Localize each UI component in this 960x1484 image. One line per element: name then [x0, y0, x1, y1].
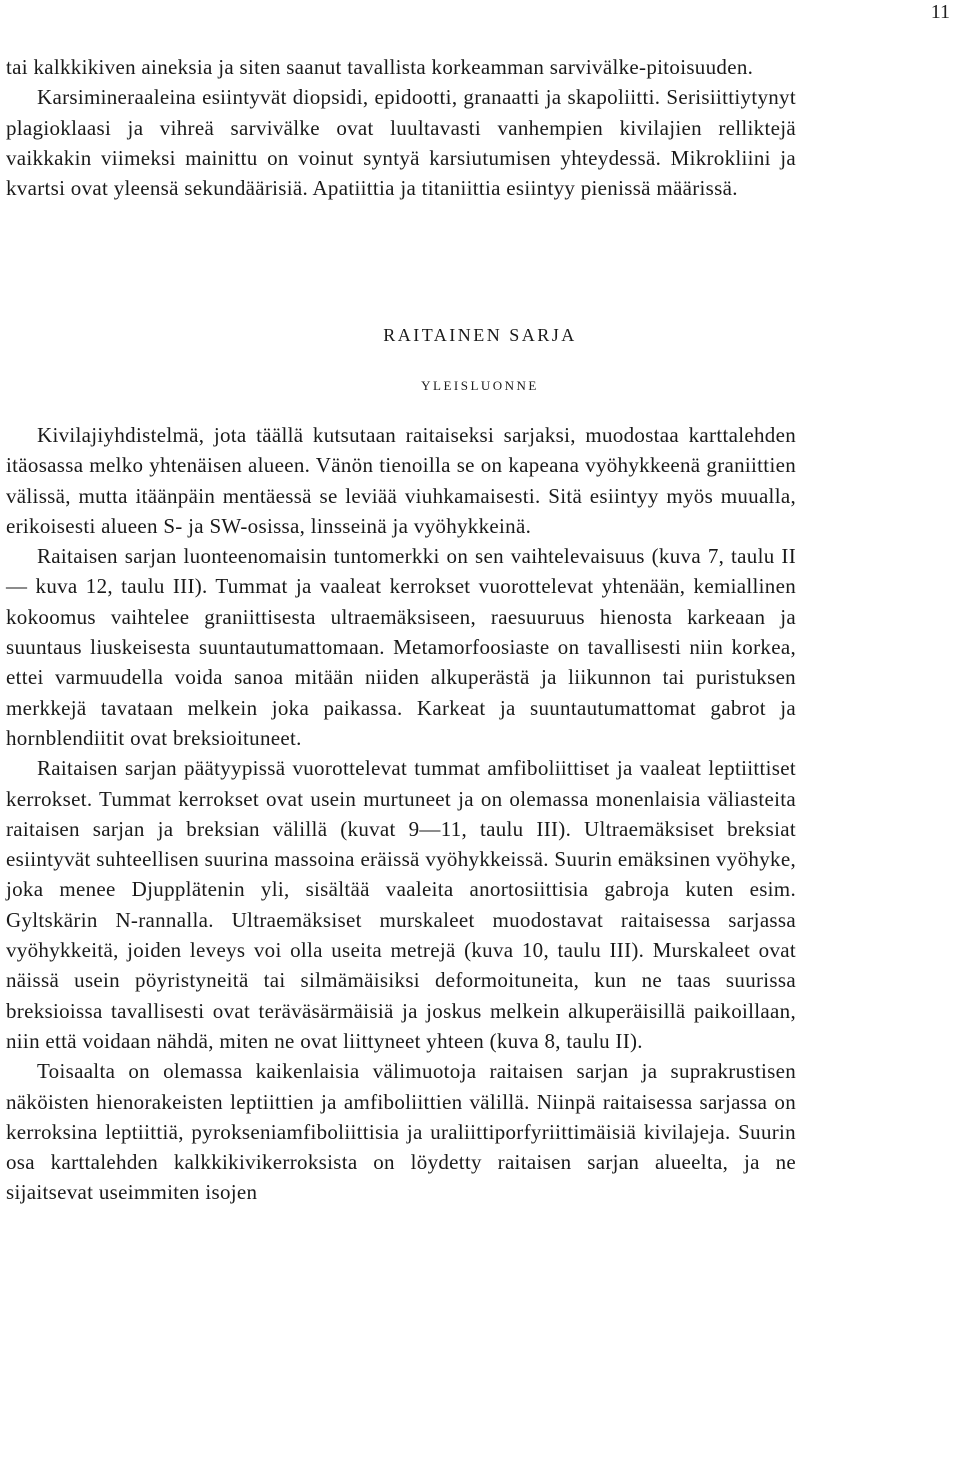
paragraph: Toisaalta on olemassa kaikenlaisia välimuotoja raitaisen sarjan ja suprakrustisen näköisten hienorakeisten leptiittien ja amfiboliittien välillä. Niinpä raitaisessa sarjassa on kerroksina leptiittiä, pyrokseniamfiboliittisia ja uraliittiporfyriittimäisiä kivilajeja. Suurin osa karttalehden kalkkikivikerroksista on löydetty raitaisen sarjan alueelta, ja ne sijaitsevat useimmiten isojen [6, 1059, 796, 1205]
paragraph: Raitaisen sarjan päätyypissä vuorottelevat tummat amfiboliittiset ja vaaleat leptiittiset kerrokset. Tummat kerrokset ovat usein murtuneet ja on olemassa monenlaisia väliasteita raitaisen sarjan ja breksian välillä (kuvat 9—11, taulu III). Ultraemäksiset breksiat esiintyvät suhteellisen suurina massoina eräissä vyöhykkeissä. Suurin emäksinen vyöhyke, joka menee Djupplätenin yli, sisältää vaaleita anortosiittisia gabroja kuten esim. Gyltskärin N-rannalla. Ultraemäksiset murskaleet muodostavat raitaisessa sarjassa vyöhykkeitä, joiden leveys voi olla useita metrejä (kuva 10, taulu III). Murskaleet ovat näissä usein pöyristyneitä tai silmämäisiksi deformoituneita, kun ne taas suurissa breksioissa tavallisesti ovat teräväsärmäisiä ja joskus melkein alkuperäisillä paikoillaan, niin että voidaan nähdä, miten ne ovat liittyneet yhteen (kuva 8, taulu II). [6, 756, 796, 1053]
paragraph: Kivilajiyhdistelmä, jota täällä kutsutaan raitaiseksi sarjaksi, muodostaa karttalehden itäosassa melko yhtenäisen alueen. Vänön tienoilla se on kapeana vyöhykkeenä graniittien välissä, mutta itäänpäin mentäessä se leviää viuhkamaisesti. Sitä esiintyy myös muualla, erikoisesti alueen S- ja SW-osissa, linsseinä ja vyöhykkeinä. [6, 423, 796, 538]
page-number: 11 [930, 1, 950, 23]
main-text [6, 420, 796, 1208]
intro-text [6, 52, 796, 203]
paragraph: Karsimineraaleina esiintyvät diopsidi, epidootti, granaatti ja skapoliitti. Serisiittiytynyt plagioklaasi ja vihreä sarvivälke ovat luultavasti vanhempien kivilajien relliktejä vaikkakin viimeksi mainittu on voinut syntyä karsiutumisen yhteydessä. Mikrokliini ja kvartsi ovat yleensä sekundäärisiä. Apatiittia ja titaniittia esiintyy pienissä määrissä. [6, 85, 796, 201]
paragraph: Raitaisen sarjan luonteenomaisin tuntomerkki on sen vaihtelevaisuus (kuva 7, taulu II — kuva 12, taulu III). Tummat ja vaaleat kerrokset vuorottelevat yhtenään, kemiallinen kokoomus vaihtelee graniittisesta ultraemäksiseen, raesuuruus hienosta karkeaan ja suuntaus liuskeisesta suuntautumattomaan. Metamorfoosiaste on tavallisesti niin korkea, ettei varmuudella voida sanoa mitään niiden alkuperästä ja liikunnon tai puristuksen merkkejä tavataan melkein joka paikassa. Karkeat ja suuntautumattomat gabrot ja hornblendiitit ovat breksioituneet. [6, 544, 796, 750]
paragraph: tai kalkkikiven aineksia ja siten saanut tavallista korkeamman sarvivälke-pitoisuuden. [6, 55, 754, 79]
subsection-title: YLEISLUONNE [421, 378, 539, 393]
section-title: RAITAINEN SARJA [383, 325, 577, 345]
